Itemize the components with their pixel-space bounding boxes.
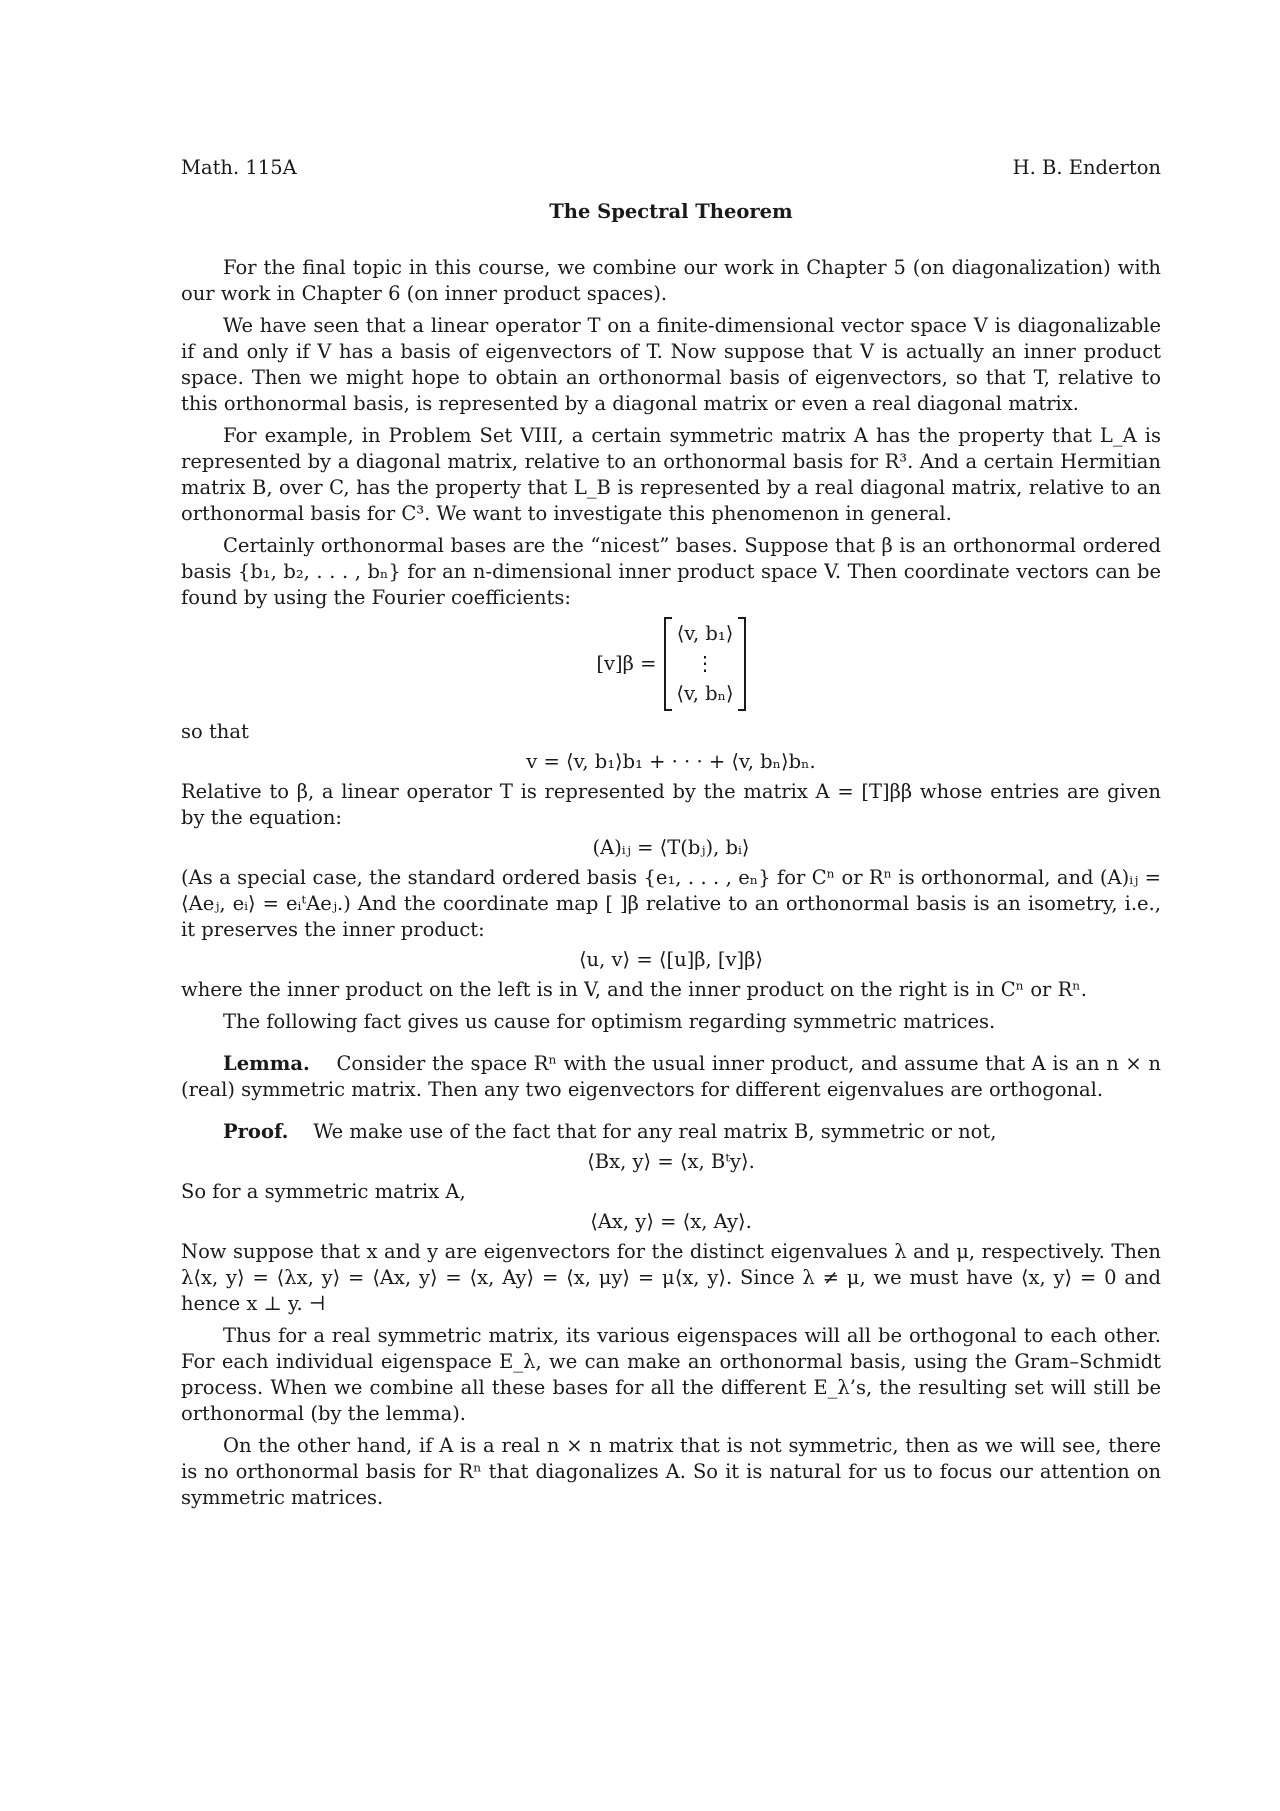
paragraph-9: So for a symmetric matrix A,: [181, 1180, 466, 1203]
paragraph-5: Relative to β, a linear operator T is represented by the matrix A = [T]ββ whose entries are given by the equation:: [181, 780, 1161, 829]
coordinate-vector-matrix: [664, 617, 745, 711]
page-header: [181, 155, 1161, 181]
paragraph-2: We have seen that a linear operator T on a finite-dimensional vector space V is diagonalizable if and only if V has a basis of eigenvectors of T. Now suppose that V is actually an inner product space. Then we might hope to obtain an orthonormal basis of eigenvectors, so that T, relative to this orthonormal basis, is represented by a diagonal matrix or even a real diagonal matrix.: [181, 314, 1161, 415]
so-that-text: so that: [181, 720, 249, 743]
paragraph-6: (As a special case, the standard ordered basis {e₁, . . . , eₙ} for Cⁿ or Rⁿ is orthonormal, and (A)ᵢⱼ = ⟨Aeⱼ, eᵢ⟩ = eᵢᵗAeⱼ.) And the coordinate map [ ]β relative to an orthonormal basis is an isometry, i.e., it preserves the inner product:: [181, 866, 1161, 941]
paragraph-3: For example, in Problem Set VIII, a certain symmetric matrix A has the property that L_A is represented by a diagonal matrix, relative to an orthonormal basis for R³. And a certain Hermitian matrix B, over C, has the property that L_B is represented by a real diagonal matrix, relative to an orthonormal basis for C³. We want to investigate this phenomenon in general.: [181, 424, 1161, 525]
paragraph-4: Certainly orthonormal bases are the “nicest” bases. Suppose that β is an orthonormal ordered basis {b₁, b₂, . . . , bₙ} for an n-dimensional inner product space V. Then coordinate vectors can be found by using the Fourier coefficients:: [181, 534, 1161, 609]
matrix-entry-top: ⟨v, b₁⟩: [676, 622, 734, 645]
paragraph-12: On the other hand, if A is a real n × n matrix that is not symmetric, then as we will see, there is no orthonormal basis for Rⁿ that diagonalizes A. So it is natural for us to focus our attention on symmetric matrices.: [181, 1434, 1161, 1509]
document-page: [181, 155, 1161, 1511]
paragraph-8: The following fact gives us cause for optimism regarding symmetric matrices.: [223, 1010, 996, 1033]
paragraph-10: Now suppose that x and y are eigenvectors for the distinct eigenvalues λ and μ, respectively. Then λ⟨x, y⟩ = ⟨λx, y⟩ = ⟨Ax, y⟩ = ⟨x, Ay⟩ = ⟨x, μy⟩ = μ⟨x, y⟩. Since λ ≠ μ, we must have ⟨x, y⟩ = 0 and hence x ⊥ y. ⊣: [181, 1240, 1161, 1315]
matrix-entry-dots: ⋮: [695, 652, 715, 675]
fourier-coefficient-equation: [181, 617, 1161, 711]
matrix-entry-bottom: ⟨v, bₙ⟩: [676, 682, 734, 705]
paragraph-1: For the final topic in this course, we combine our work in Chapter 5 (on diagonalization) with our work in Chapter 6 (on inner product spaces).: [181, 256, 1161, 305]
author-label: H. B. Enderton: [1012, 156, 1161, 179]
proof-block: [181, 1119, 1161, 1145]
symmetric-equation: ⟨Ax, y⟩ = ⟨x, Ay⟩.: [590, 1210, 752, 1233]
paragraph-7: where the inner product on the left is in V, and the inner product on the right is in Cⁿ or Rⁿ.: [181, 978, 1087, 1001]
paragraph-11: Thus for a real symmetric matrix, its various eigenspaces will all be orthogonal to each other. For each individual eigenspace E_λ, we can make an orthonormal basis, using the Gram–Schmidt process. When we combine all these bases for all the different E_λ’s, the resulting set will still be orthonormal (by the lemma).: [181, 1324, 1161, 1425]
equation-lhs: [v]β =: [596, 652, 657, 675]
lemma-label: Lemma.: [223, 1052, 310, 1075]
proof-label: Proof.: [223, 1120, 289, 1143]
page-title: The Spectral Theorem: [549, 200, 793, 223]
transpose-equation: ⟨Bx, y⟩ = ⟨x, Bᵗy⟩.: [587, 1150, 755, 1173]
lemma-block: [181, 1051, 1161, 1103]
course-label: Math. 115A: [181, 156, 297, 179]
expansion-equation: v = ⟨v, b₁⟩b₁ + · · · + ⟨v, bₙ⟩bₙ.: [526, 750, 816, 773]
matrix-entries-equation: (A)ᵢⱼ = ⟨T(bⱼ), bᵢ⟩: [592, 836, 750, 859]
lemma-text: Consider the space Rⁿ with the usual inner product, and assume that A is an n × n (real) symmetric matrix. Then any two eigenvectors for different eigenvalues are orthogonal.: [181, 1052, 1161, 1101]
isometry-equation: ⟨u, v⟩ = ⟨[u]β, [v]β⟩: [578, 948, 764, 971]
proof-text: We make use of the fact that for any real matrix B, symmetric or not,: [313, 1120, 997, 1143]
